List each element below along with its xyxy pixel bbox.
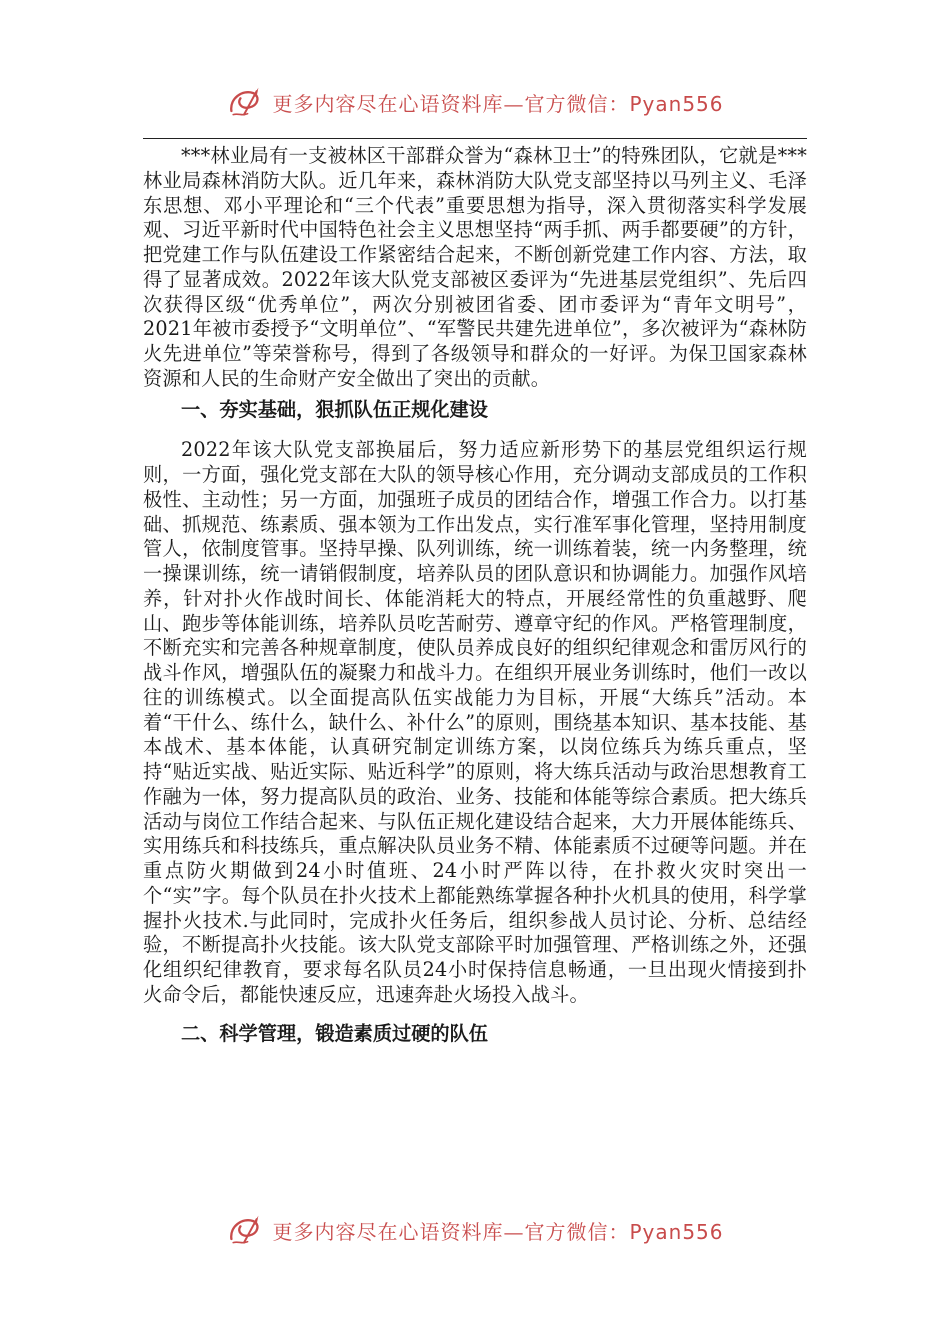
banner-main-text: 更多内容尽在心语资料库—官方微信：: [272, 1219, 630, 1244]
banner-main-text: 更多内容尽在心语资料库—官方微信：: [272, 91, 630, 116]
footer-banner: [0, 1208, 950, 1252]
wechat-id: Pyan556: [629, 1219, 724, 1244]
pen-logo-icon: [226, 1212, 262, 1248]
header-banner: [0, 80, 950, 124]
document-body: [143, 144, 807, 1046]
banner-text: [272, 1216, 723, 1245]
section-heading-1: 一、夯实基础，狠抓队伍正规化建设: [181, 397, 488, 421]
section-heading-2: 二、科学管理，锻造素质过硬的队伍: [181, 1021, 488, 1045]
section-1-paragraph: 2022年该大队党支部换届后，努力适应新形势下的基层党组织运行规则，一方面，强化党支部在大队的领导核心作用，充分调动支部成员的工作积极性、主动性；另一方面，加强班子成员的团结合作，增强工作合力。以打基础、抓规范、练素质、强本领为工作出发点，实行准军事化管理，坚持用制度管人，依制度管事。坚持早操、队列训练，统一训练着装，统一内务整理，统一操课训练，统一请销假制度，培养队员的团队意识和协调能力。加强作风培养，针对扑火作战时间长、体能消耗大的特点，开展经常性的负重越野、爬山、跑步等体能训练，培养队员吃苦耐劳、遵章守纪的作风。严格管理制度，不断充实和完善各种规章制度，使队员养成良好的组织纪律观念和雷厉风行的战斗作风，增强队伍的凝聚力和战斗力。在组织开展业务训练时，他们一改以往的训练模式。以全面提高队伍实战能力为目标，开展“大练兵”活动。本着“干什么、练什么，缺什么、补什么”的原则，围绕基本知识、基本技能、基本战术、基本体能，认真研究制定训练方案，以岗位练兵为练兵重点，坚持“贴近实战、贴近实际、贴近科学”的原则，将大练兵活动与政治思想教育工作融为一体，努力提高队员的政治、业务、技能和体能等综合素质。把大练兵活动与岗位工作结合起来、与队伍正规化建设结合起来，大力开展体能练兵、实用练兵和科技练兵，重点解决队员业务不精、体能素质不过硬等问题。并在重点防火期做到24小时值班、24小时严阵以待，在扑救火灾时突出一个“实”字。每个队员在扑火技术上都能熟练掌握各种扑火机具的使用，科学掌握扑火技术.与此同时，完成扑火任务后，组织参战人员讨论、分析、总结经验，不断提高扑火技能。该大队党支部除平时加强管理、严格训练之外，还强化组织纪律教育，要求每名队员24小时保持信息畅通，一旦出现火情接到扑火命令后，都能快速反应，迅速奔赴火场投入战斗。: [143, 438, 807, 1006]
banner-text: [272, 88, 723, 117]
pen-logo-icon: [226, 84, 262, 120]
header-rule: [143, 138, 807, 139]
intro-paragraph: ***林业局有一支被林区干部群众誉为“森林卫士”的特殊团队，它就是***林业局森林消防大队。近几年来，森林消防大队党支部坚持以马列主义、毛泽东思想、邓小平理论和“三个代表”重要思想为指导，深入贯彻落实科学发展观、习近平新时代中国特色社会主义思想坚持“两手抓、两手都要硬”的方针，把党建工作与队伍建设工作紧密结合起来，不断创新党建工作内容、方法，取得了显著成效。2022年该大队党支部被区委评为“先进基层党组织”、先后四次获得区级“优秀单位”，两次分别被团省委、团市委评为“青年文明号”，2021年被市委授予“文明单位”、“军警民共建先进单位”，多次被评为“森林防火先进单位”等荣誉称号，得到了各级领导和群众的一好评。为保卫国家森林资源和人民的生命财产安全做出了突出的贡献。: [143, 144, 807, 390]
wechat-id: Pyan556: [629, 91, 724, 116]
